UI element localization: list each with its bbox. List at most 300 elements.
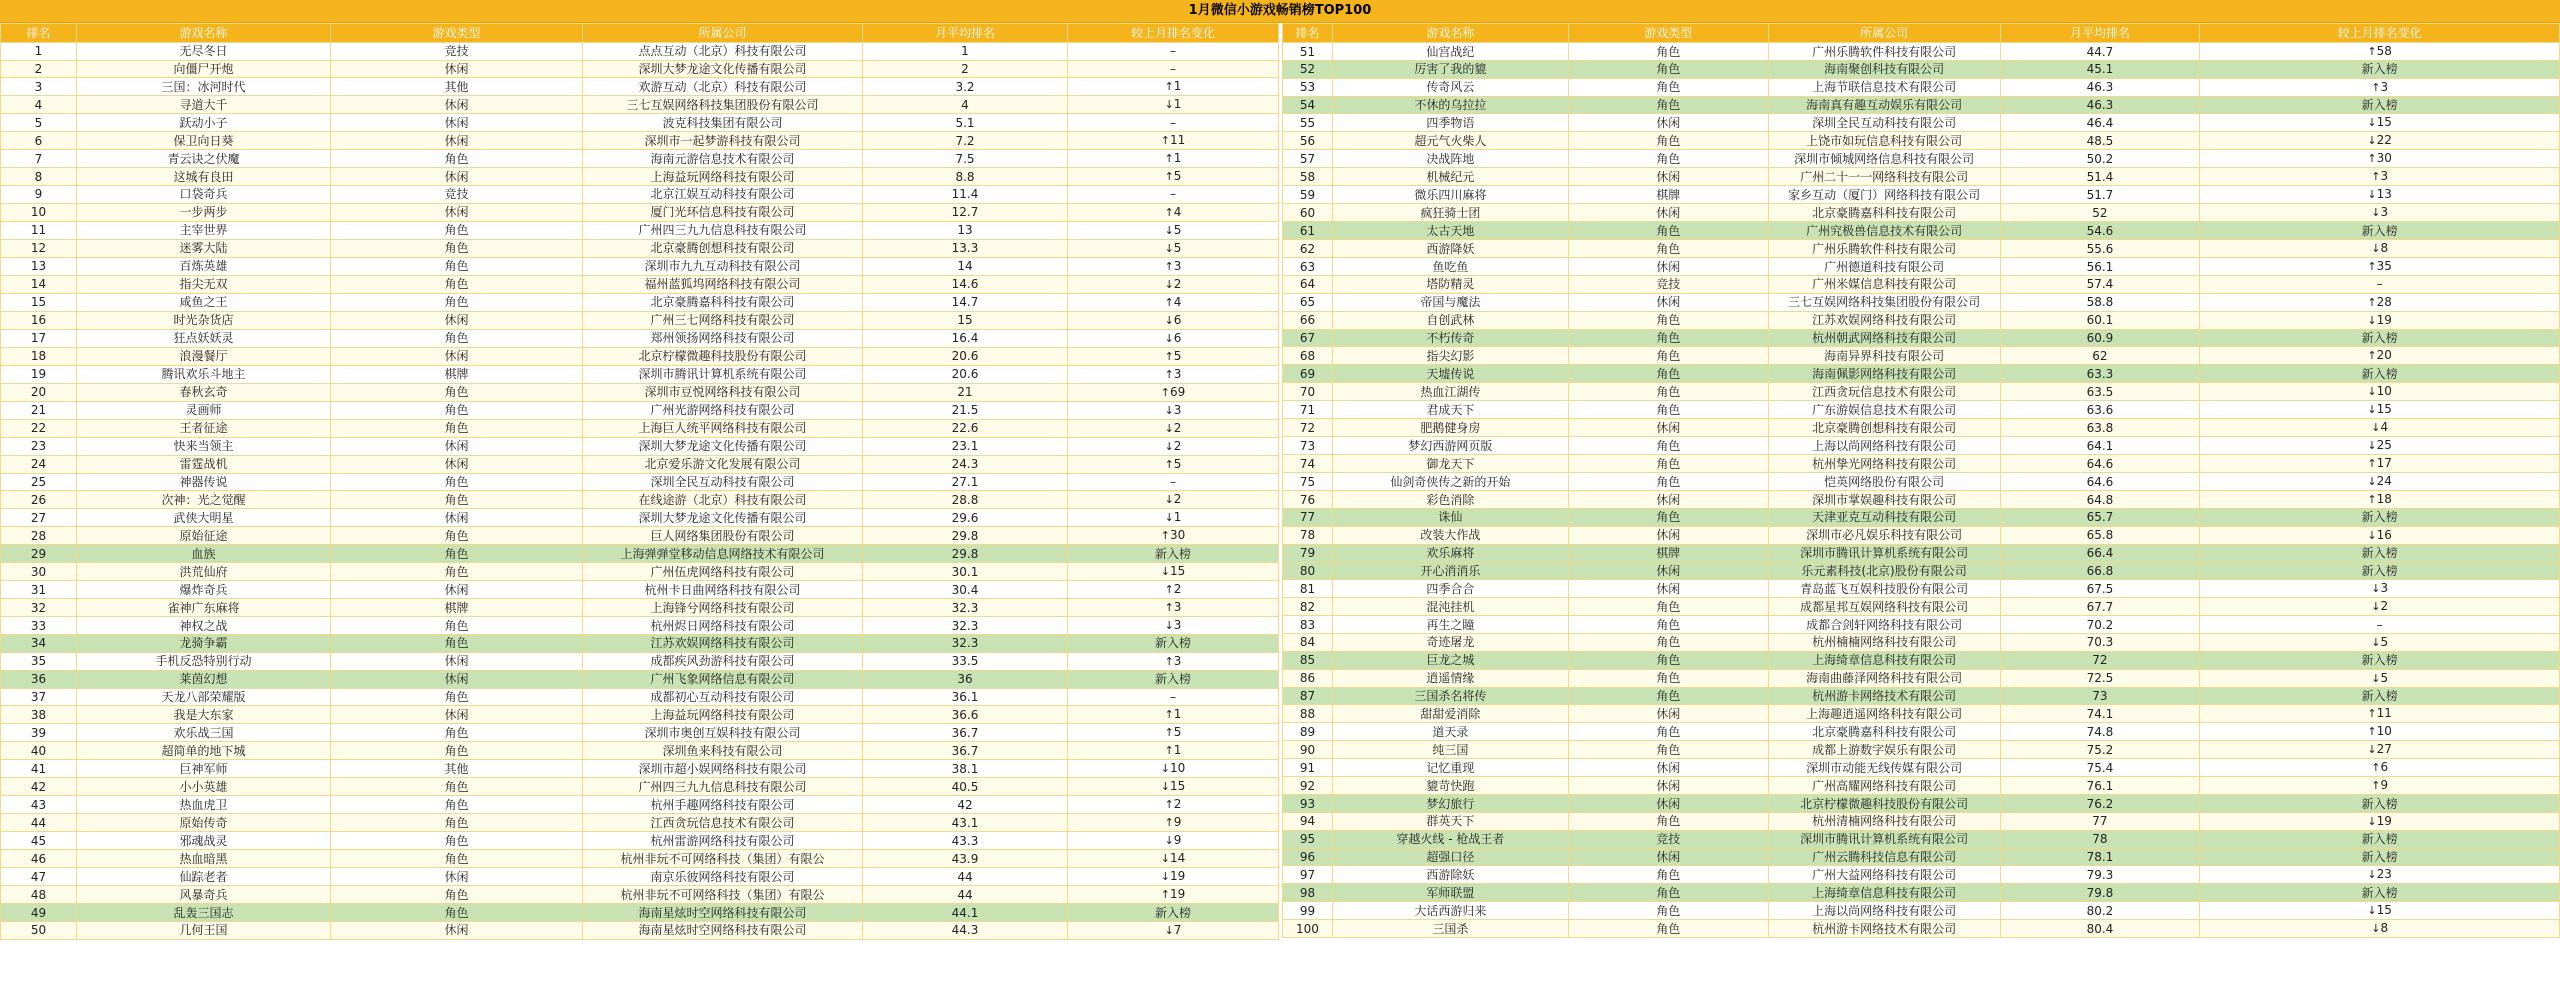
game-type-cell: 角色 xyxy=(1568,383,1768,401)
game-type-cell: 角色 xyxy=(1568,240,1768,258)
rank-cell: 61 xyxy=(1283,222,1333,240)
rank-change-value: 8 xyxy=(2380,921,2389,935)
company-cell: 北京柠檬微趣科技股份有限公司 xyxy=(583,347,863,365)
avg-rank-cell: 63.3 xyxy=(2000,365,2200,383)
game-name-cell: 仙剑奇侠传之新的开始 xyxy=(1332,473,1568,491)
rank-change-cell xyxy=(2200,669,2560,687)
company-cell: 广州四三九九信息科技有限公司 xyxy=(583,778,863,796)
table-row xyxy=(1,43,1279,61)
game-type-cell: 角色 xyxy=(1568,723,1768,741)
header-game-name: 游戏名称 xyxy=(77,24,331,43)
avg-rank-cell: 51.4 xyxy=(2000,168,2200,186)
arrow-down-icon: ↓ xyxy=(2371,671,2381,685)
avg-rank-cell: 43.9 xyxy=(863,850,1068,868)
avg-rank-cell: 36.7 xyxy=(863,742,1068,760)
company-cell: 天津亚克互动科技有限公司 xyxy=(1768,509,2000,527)
company-cell: 广州乐腾软件科技有限公司 xyxy=(1768,43,2000,61)
game-name-cell: 洪荒仙府 xyxy=(77,563,331,581)
table-row xyxy=(1283,132,2560,150)
game-name-cell: 风暴奇兵 xyxy=(77,886,331,904)
game-type-cell: 休闲 xyxy=(331,455,583,473)
avg-rank-cell: 32.3 xyxy=(863,599,1068,617)
game-type-cell: 休闲 xyxy=(1568,293,1768,311)
rank-change-cell xyxy=(2200,473,2560,491)
game-name-cell: 寻道大千 xyxy=(77,96,331,114)
rank-change-cell xyxy=(1068,365,1279,383)
avg-rank-cell: 36.7 xyxy=(863,724,1068,742)
rank-cell: 26 xyxy=(1,491,77,509)
game-name-cell: 向僵尸开炮 xyxy=(77,60,331,78)
game-type-cell: 休闲 xyxy=(1568,562,1768,580)
game-name-cell: 决战阵地 xyxy=(1332,150,1568,168)
company-cell: 江苏欢娱网络科技有限公司 xyxy=(1768,311,2000,329)
rank-change-cell xyxy=(1068,688,1279,706)
game-type-cell: 角色 xyxy=(331,383,583,401)
table-row xyxy=(1283,222,2560,240)
rank-change-cell xyxy=(1068,491,1279,509)
company-cell: 恺英网络股份有限公司 xyxy=(1768,473,2000,491)
company-cell: 杭州非玩不可网络科技（集团）有限公 xyxy=(583,850,863,868)
avg-rank-cell: 28.8 xyxy=(863,491,1068,509)
avg-rank-cell: 27.1 xyxy=(863,473,1068,491)
game-name-cell: 一步两步 xyxy=(77,203,331,221)
game-name-cell: 指尖幻影 xyxy=(1332,347,1568,365)
company-cell: 广州光游网络科技有限公司 xyxy=(583,401,863,419)
table-row xyxy=(1283,777,2560,795)
table-row xyxy=(1283,580,2560,598)
rank-change-cell xyxy=(2200,150,2560,168)
game-name-cell: 梦幻西游网页版 xyxy=(1332,437,1568,455)
rank-change-value: 24 xyxy=(2376,474,2392,489)
table-row xyxy=(1283,293,2560,311)
rank-cell: 29 xyxy=(1,545,77,563)
game-name-cell: 记忆重现 xyxy=(1332,759,1568,777)
rank-change-cell xyxy=(1068,760,1279,778)
avg-rank-cell: 62 xyxy=(2000,347,2200,365)
company-cell: 上海绮章信息科技有限公司 xyxy=(1768,651,2000,669)
avg-rank-cell: 14.6 xyxy=(863,275,1068,293)
rank-cell: 47 xyxy=(1,868,77,886)
header-avg-rank: 月平均排名 xyxy=(2000,24,2200,43)
rank-change-cell xyxy=(1068,706,1279,724)
avg-rank-cell: 22.6 xyxy=(863,419,1068,437)
rank-change-cell xyxy=(1068,203,1279,221)
game-name-cell: 改装大作战 xyxy=(1332,526,1568,544)
company-cell: 江苏欢娱网络科技有限公司 xyxy=(583,635,863,653)
rank-change-value: 2 xyxy=(1173,420,1182,435)
avg-rank-cell: 16.4 xyxy=(863,329,1068,347)
company-cell: 巨人网络集团股份有限公司 xyxy=(583,527,863,545)
header-rank: 排名 xyxy=(1,24,77,43)
rank-change-value: 1 xyxy=(1173,707,1182,722)
rank-change-value: 1 xyxy=(1173,743,1182,758)
rank-change-cell xyxy=(2200,311,2560,329)
game-name-cell: 小小英雄 xyxy=(77,778,331,796)
rank-change-value: 30 xyxy=(2376,151,2392,166)
table-row xyxy=(1283,240,2560,258)
game-name-cell: 肥鹅健身房 xyxy=(1332,419,1568,437)
rank-change-value: 10 xyxy=(2376,724,2392,739)
arrow-up-icon: ↑ xyxy=(1164,349,1174,363)
arrow-up-icon: ↑ xyxy=(1160,888,1170,902)
rank-change-cell xyxy=(1068,60,1279,78)
flat-indicator: – xyxy=(1170,475,1176,490)
rank-change-cell: 新入榜 xyxy=(2200,222,2560,240)
rank-change-cell: 新入榜 xyxy=(2200,830,2560,848)
table-row xyxy=(1,670,1279,688)
rank-change-value: 3 xyxy=(1173,366,1182,381)
avg-rank-cell: 67.7 xyxy=(2000,598,2200,616)
company-cell: 上海以尚网络科技有限公司 xyxy=(1768,437,2000,455)
game-name-cell: 西游除妖 xyxy=(1332,866,1568,884)
game-name-cell: 血族 xyxy=(77,545,331,563)
rank-change-value: 9 xyxy=(1173,833,1182,848)
game-name-cell: 这城有良田 xyxy=(77,168,331,186)
game-type-cell: 角色 xyxy=(331,563,583,581)
rank-change-value: 58 xyxy=(2376,44,2392,58)
rank-change-cell xyxy=(1068,43,1279,61)
company-cell: 深圳市动能无线传媒有限公司 xyxy=(1768,759,2000,777)
company-cell: 海南曲藤泽网络科技有限公司 xyxy=(1768,669,2000,687)
company-cell: 上海节联信息技术有限公司 xyxy=(1768,78,2000,96)
rank-change-value: 19 xyxy=(2376,312,2392,327)
company-cell: 深圳大梦龙途文化传播有限公司 xyxy=(583,509,863,527)
rank-change-cell xyxy=(2200,186,2560,204)
table-row xyxy=(1,814,1279,832)
rank-change-cell xyxy=(2200,633,2560,651)
rank-cell: 73 xyxy=(1283,437,1333,455)
arrow-up-icon: ↑ xyxy=(2367,457,2377,471)
arrow-down-icon: ↓ xyxy=(2367,403,2377,417)
rank-cell: 68 xyxy=(1283,347,1333,365)
game-type-cell: 角色 xyxy=(331,473,583,491)
game-name-cell: 君成天下 xyxy=(1332,401,1568,419)
rank-cell: 16 xyxy=(1,311,77,329)
company-cell: 上海弹弹堂移动信息网络技术有限公司 xyxy=(583,545,863,563)
avg-rank-cell: 63.6 xyxy=(2000,401,2200,419)
game-type-cell: 角色 xyxy=(1568,365,1768,383)
avg-rank-cell: 50.2 xyxy=(2000,150,2200,168)
rank-change-cell xyxy=(2200,383,2560,401)
rank-change-cell xyxy=(1068,239,1279,257)
rank-change-value: 9 xyxy=(1173,815,1182,830)
company-cell: 深圳鱼来科技有限公司 xyxy=(583,742,863,760)
game-type-cell: 休闲 xyxy=(331,437,583,455)
rank-change-value: 35 xyxy=(2376,259,2392,274)
avg-rank-cell: 21.5 xyxy=(863,401,1068,419)
company-cell: 北京江娱互动科技有限公司 xyxy=(583,186,863,204)
arrow-up-icon: ↑ xyxy=(1164,295,1174,309)
avg-rank-cell: 65.7 xyxy=(2000,509,2200,527)
rank-change-value: 2 xyxy=(1173,438,1182,453)
rank-change-value: 5 xyxy=(1173,456,1182,471)
game-type-cell: 棋牌 xyxy=(1568,186,1768,204)
company-cell: 成都疾风劲游科技有限公司 xyxy=(583,652,863,670)
game-type-cell: 角色 xyxy=(1568,43,1768,61)
company-cell: 深圳市倾城网络信息科技有限公司 xyxy=(1768,150,2000,168)
rank-change-cell xyxy=(2200,920,2560,938)
rank-change-value: 25 xyxy=(2376,438,2392,453)
company-cell: 杭州游卡网络技术有限公司 xyxy=(1768,687,2000,705)
game-type-cell: 休闲 xyxy=(331,203,583,221)
rank-change-value: 28 xyxy=(2376,294,2392,309)
game-type-cell: 棋牌 xyxy=(331,365,583,383)
company-cell: 海南元游信息技术有限公司 xyxy=(583,150,863,168)
game-type-cell: 休闲 xyxy=(331,868,583,886)
avg-rank-cell: 80.4 xyxy=(2000,920,2200,938)
rank-change-value: 15 xyxy=(2376,903,2392,917)
rank-cell: 28 xyxy=(1,527,77,545)
game-type-cell: 角色 xyxy=(1568,920,1768,938)
game-type-cell: 角色 xyxy=(331,832,583,850)
company-cell: 在线途游（北京）科技有限公司 xyxy=(583,491,863,509)
table-row xyxy=(1283,830,2560,848)
arrow-down-icon: ↓ xyxy=(1164,923,1174,937)
game-type-cell: 角色 xyxy=(1568,884,1768,902)
rank-cell: 24 xyxy=(1,455,77,473)
rank-change-cell: 新入榜 xyxy=(1068,635,1279,653)
rank-change-cell xyxy=(1068,78,1279,96)
game-type-cell: 角色 xyxy=(331,150,583,168)
arrow-down-icon: ↓ xyxy=(2367,439,2377,453)
rank-change-value: 5 xyxy=(1173,169,1182,184)
avg-rank-cell: 46.3 xyxy=(2000,78,2200,96)
company-cell: 家乡互动（厦门）网络科技有限公司 xyxy=(1768,186,2000,204)
game-name-cell: 春秋玄奇 xyxy=(77,383,331,401)
game-type-cell: 休闲 xyxy=(331,921,583,939)
company-cell: 北京柠檬微趣科技股份有限公司 xyxy=(1768,795,2000,813)
rank-change-cell xyxy=(2200,580,2560,598)
avg-rank-cell: 44.7 xyxy=(2000,43,2200,61)
rank-change-cell: 新入榜 xyxy=(2200,562,2560,580)
arrow-down-icon: ↓ xyxy=(1164,403,1174,417)
rank-cell: 94 xyxy=(1283,812,1333,830)
game-type-cell: 角色 xyxy=(1568,401,1768,419)
page-title: 1月微信小游戏畅销榜TOP100 xyxy=(0,0,2560,23)
table-row xyxy=(1283,705,2560,723)
game-type-cell: 角色 xyxy=(1568,347,1768,365)
game-name-cell: 四季物语 xyxy=(1332,114,1568,132)
avg-rank-cell: 12.7 xyxy=(863,203,1068,221)
arrow-down-icon: ↓ xyxy=(2367,528,2377,542)
game-name-cell: 太古天地 xyxy=(1332,222,1568,240)
company-cell: 广州二十一一网络科技有限公司 xyxy=(1768,168,2000,186)
avg-rank-cell: 46.3 xyxy=(2000,96,2200,114)
arrow-up-icon: ↑ xyxy=(1164,205,1174,219)
rank-change-value: 6 xyxy=(1173,312,1182,327)
game-name-cell: 热血江湖传 xyxy=(1332,383,1568,401)
arrow-up-icon: ↑ xyxy=(1160,385,1170,399)
rank-change-value: 18 xyxy=(2376,492,2392,507)
rank-cell: 59 xyxy=(1283,186,1333,204)
game-type-cell: 角色 xyxy=(1568,902,1768,920)
rank-change-value: 5 xyxy=(1173,240,1182,255)
rank-change-value: 16 xyxy=(2376,527,2392,542)
rank-change-value: 3 xyxy=(1173,600,1182,615)
arrow-up-icon: ↑ xyxy=(2371,779,2381,793)
rank-change-value: 5 xyxy=(1173,725,1182,740)
game-name-cell: 道天录 xyxy=(1332,723,1568,741)
game-name-cell: 保卫向日葵 xyxy=(77,132,331,150)
company-cell: 广州究极兽信息技术有限公司 xyxy=(1768,222,2000,240)
game-name-cell: 雀神广东麻将 xyxy=(77,599,331,617)
rank-change-cell xyxy=(1068,742,1279,760)
game-type-cell: 竞技 xyxy=(331,186,583,204)
game-type-cell: 休闲 xyxy=(1568,419,1768,437)
rank-change-value: 3 xyxy=(1173,258,1182,273)
arrow-down-icon: ↓ xyxy=(1164,241,1174,255)
company-cell: 青岛蓝飞互娱科技股份有限公司 xyxy=(1768,580,2000,598)
company-cell: 海南星炫时空网络科技有限公司 xyxy=(583,904,863,922)
rank-change-cell xyxy=(1068,724,1279,742)
arrow-down-icon: ↓ xyxy=(1164,223,1174,237)
company-cell: 深圳市一起梦游科技有限公司 xyxy=(583,132,863,150)
avg-rank-cell: 7.2 xyxy=(863,132,1068,150)
arrow-down-icon: ↓ xyxy=(1164,493,1174,507)
arrow-down-icon: ↓ xyxy=(2367,868,2377,882)
rank-cell: 81 xyxy=(1283,580,1333,598)
rank-change-value: 7 xyxy=(1173,922,1182,937)
header-rank-change: 较上月排名变化 xyxy=(2200,24,2560,43)
table-row xyxy=(1283,365,2560,383)
flat-indicator: – xyxy=(2376,617,2383,632)
game-name-cell: 传奇风云 xyxy=(1332,78,1568,96)
avg-rank-cell: 80.2 xyxy=(2000,902,2200,920)
avg-rank-cell: 36.6 xyxy=(863,706,1068,724)
table-row xyxy=(1,132,1279,150)
rank-change-value: 2 xyxy=(2380,599,2389,614)
avg-rank-cell: 40.5 xyxy=(863,778,1068,796)
rank-change-value: 3 xyxy=(1173,402,1182,417)
avg-rank-cell: 13 xyxy=(863,221,1068,239)
rank-cell: 13 xyxy=(1,257,77,275)
rank-change-value: 69 xyxy=(1169,384,1186,399)
game-name-cell: 爆炸奇兵 xyxy=(77,581,331,599)
table-row xyxy=(1283,902,2560,920)
arrow-up-icon: ↑ xyxy=(2367,493,2377,507)
rank-cell: 92 xyxy=(1283,777,1333,795)
game-type-cell: 休闲 xyxy=(331,114,583,132)
rank-cell: 99 xyxy=(1283,902,1333,920)
rank-cell: 67 xyxy=(1283,329,1333,347)
arrow-up-icon: ↑ xyxy=(2367,725,2377,739)
rank-change-cell xyxy=(1068,527,1279,545)
game-type-cell: 休闲 xyxy=(331,132,583,150)
game-type-cell: 休闲 xyxy=(331,509,583,527)
rank-change-value: 20 xyxy=(2376,348,2392,363)
company-cell: 成都上游数字娱乐有限公司 xyxy=(1768,741,2000,759)
rank-cell: 63 xyxy=(1283,258,1333,276)
rank-change-value: 11 xyxy=(2376,706,2392,721)
flat-indicator: – xyxy=(1170,689,1176,704)
game-type-cell: 休闲 xyxy=(331,652,583,670)
company-cell: 海南佩影网络科技有限公司 xyxy=(1768,365,2000,383)
rank-change-value: 4 xyxy=(1173,204,1182,219)
table-row xyxy=(1,293,1279,311)
company-cell: 深圳市腾讯计算机系统有限公司 xyxy=(1768,830,2000,848)
rank-cell: 22 xyxy=(1,419,77,437)
game-type-cell: 休闲 xyxy=(331,706,583,724)
flat-indicator: – xyxy=(1170,62,1176,77)
table-row xyxy=(1,886,1279,904)
game-type-cell: 角色 xyxy=(331,239,583,257)
arrow-down-icon: ↓ xyxy=(1164,439,1174,453)
table-row xyxy=(1283,848,2560,866)
game-name-cell: 自创武林 xyxy=(1332,311,1568,329)
company-cell: 厦门光环信息科技有限公司 xyxy=(583,203,863,221)
game-type-cell: 休闲 xyxy=(331,311,583,329)
game-type-cell: 角色 xyxy=(331,886,583,904)
rank-change-cell xyxy=(2200,526,2560,544)
flat-indicator: – xyxy=(1170,187,1176,202)
avg-rank-cell: 75.4 xyxy=(2000,759,2200,777)
game-type-cell: 角色 xyxy=(1568,812,1768,830)
game-type-cell: 其他 xyxy=(331,78,583,96)
rank-change-value: 15 xyxy=(2376,115,2392,130)
arrow-down-icon: ↓ xyxy=(2371,922,2381,935)
company-cell: 北京爱乐游文化发展有限公司 xyxy=(583,455,863,473)
company-cell: 点点互动（北京）科技有限公司 xyxy=(583,43,863,61)
company-cell: 杭州烬日网络科技有限公司 xyxy=(583,617,863,635)
rank-cell: 75 xyxy=(1283,473,1333,491)
avg-rank-cell: 20.6 xyxy=(863,365,1068,383)
rank-change-value: 3 xyxy=(2380,205,2389,220)
rank-change-cell xyxy=(1068,347,1279,365)
avg-rank-cell: 72 xyxy=(2000,651,2200,669)
rank-change-cell: 新入榜 xyxy=(2200,651,2560,669)
rank-change-cell xyxy=(2200,705,2560,723)
rank-change-value: 2 xyxy=(1173,797,1182,812)
arrow-down-icon: ↓ xyxy=(2367,313,2377,327)
arrow-up-icon: ↑ xyxy=(1164,170,1174,184)
game-name-cell: 不朽传奇 xyxy=(1332,329,1568,347)
game-type-cell: 休闲 xyxy=(1568,580,1768,598)
game-type-cell: 休闲 xyxy=(1568,491,1768,509)
company-cell: 深圳市腾讯计算机系统有限公司 xyxy=(583,365,863,383)
table-row xyxy=(1,617,1279,635)
avg-rank-cell: 38.1 xyxy=(863,760,1068,778)
rank-change-value: 13 xyxy=(2376,187,2392,202)
arrow-down-icon: ↓ xyxy=(1164,834,1174,848)
game-name-cell: 浪漫餐厅 xyxy=(77,347,331,365)
company-cell: 上海以尚网络科技有限公司 xyxy=(1768,902,2000,920)
rank-change-cell xyxy=(1068,563,1279,581)
avg-rank-cell: 65.8 xyxy=(2000,526,2200,544)
table-row xyxy=(1283,78,2560,96)
avg-rank-cell: 11.4 xyxy=(863,186,1068,204)
arrow-down-icon: ↓ xyxy=(1164,277,1174,291)
company-cell: 上海益玩网络科技有限公司 xyxy=(583,168,863,186)
rank-change-cell xyxy=(2200,491,2560,509)
game-name-cell: 迷雾大陆 xyxy=(77,239,331,257)
avg-rank-cell: 64.8 xyxy=(2000,491,2200,509)
arrow-down-icon: ↓ xyxy=(1164,98,1174,112)
table-row xyxy=(1283,920,2560,938)
game-name-cell: 大话西游归来 xyxy=(1332,902,1568,920)
arrow-down-icon: ↓ xyxy=(2367,188,2377,202)
game-type-cell: 休闲 xyxy=(1568,759,1768,777)
game-type-cell: 休闲 xyxy=(1568,204,1768,222)
rank-change-cell xyxy=(2200,258,2560,276)
rank-change-value: 1 xyxy=(1173,151,1182,166)
rank-cell: 49 xyxy=(1,904,77,922)
arrow-down-icon: ↓ xyxy=(1164,619,1174,633)
company-cell: 深圳市掌娱趣科技有限公司 xyxy=(1768,491,2000,509)
game-name-cell: 穿越火线 - 枪战王者 xyxy=(1332,830,1568,848)
game-name-cell: 三国杀名将传 xyxy=(1332,687,1568,705)
rank-cell: 86 xyxy=(1283,669,1333,687)
game-type-cell: 休闲 xyxy=(331,168,583,186)
